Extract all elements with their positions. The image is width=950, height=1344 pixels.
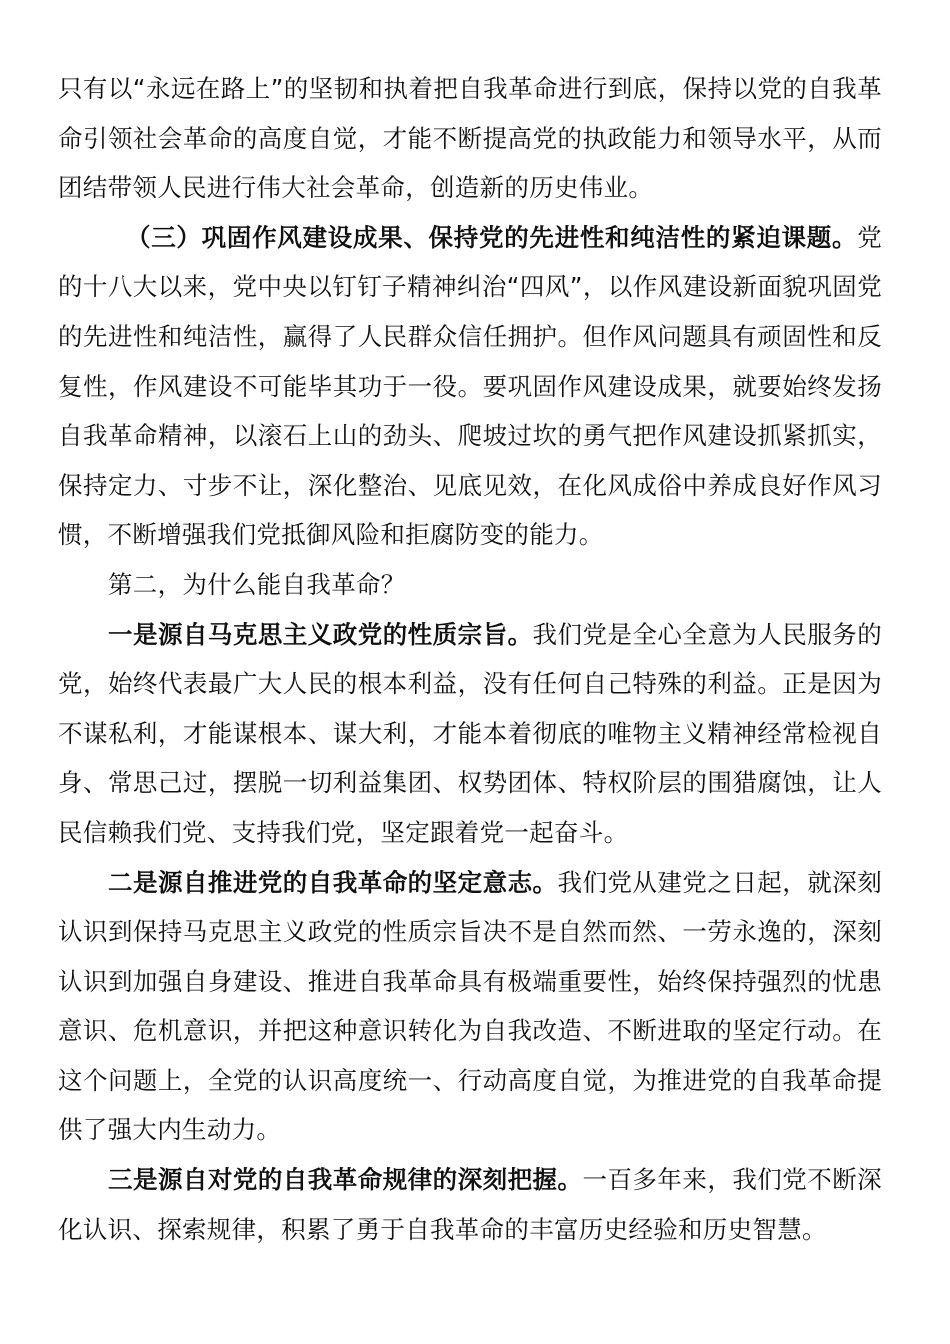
point-heading: 二是源自推进党的自我革命的坚定意志。 <box>108 867 558 897</box>
paragraph-text: 我们党从建党之日起，就深刻认识到保持马克思主义政党的性质宗旨决不是自然而然、一劳永逸的，深刻认识到加强自身建设、推进自我革命具有极端重要性，始终保持强烈的忧患意识、危机意识，并把这种意识转化为自我改造、不断进取的坚定行动。在这个问题上，全党的认识高度统一、行动高度自觉，为推进党的自我革命提供了强大内生动力。 <box>58 867 882 1145</box>
paragraph-question-two <box>58 560 882 610</box>
section-heading: （三）巩固作风建设成果、保持党的先进性和纯洁性的紧迫课题。 <box>126 222 858 252</box>
paragraph-text: 党的十八大以来，党中央以钉钉子精神纠治“四风”，以作风建设新面貌巩固党的先进性和纯洁性，赢得了人民群众信任拥护。但作风问题具有顽固性和反复性，作风建设不可能毕其功于一役。要巩固作风建设成果，就要始终发扬自我革命精神，以滚石上山的劲头、爬坡过坎的勇气把作风建设抓紧抓实，保持定力、寸步不让，深化整治、见底见效，在化风成俗中养成良好作风习惯，不断增强我们党抵御风险和拒腐防变的能力。 <box>58 222 882 550</box>
point-heading: 三是源自对党的自我革命规律的深刻把握。 <box>108 1165 583 1195</box>
paragraph-point-two <box>58 858 882 1156</box>
paragraph-point-one <box>58 610 882 858</box>
point-heading: 一是源自马克思主义政党的性质宗旨。 <box>108 619 533 649</box>
paragraph-section-three <box>58 213 882 560</box>
paragraph-text: 只有以“永远在路上”的坚韧和执着把自我革命进行到底，保持以党的自我革命引领社会革命的高度自觉，才能不断提高党的执政能力和领导水平，从而团结带领人民进行伟大社会革命，创造新的历史伟业。 <box>58 74 882 203</box>
document-page <box>58 64 882 1254</box>
paragraph-text: 一百多年来，我们党不断深化认识、探索规律，积累了勇于自我革命的丰富历史经验和历史智慧。 <box>58 1165 882 1244</box>
paragraph-text: 我们党是全心全意为人民服务的党，始终代表最广大人民的根本利益，没有任何自己特殊的利益。正是因为不谋私利，才能谋根本、谋大利，才能本着彻底的唯物主义精神经常检视自身、常思己过，摆脱一切利益集团、权势团体、特权阶层的围猎腐蚀，让人民信赖我们党、支持我们党，坚定跟着党一起奋斗。 <box>58 619 882 847</box>
paragraph-continuation <box>58 64 882 213</box>
paragraph-point-three <box>58 1155 882 1254</box>
question-heading: 第二，为什么能自我革命？ <box>108 569 406 599</box>
